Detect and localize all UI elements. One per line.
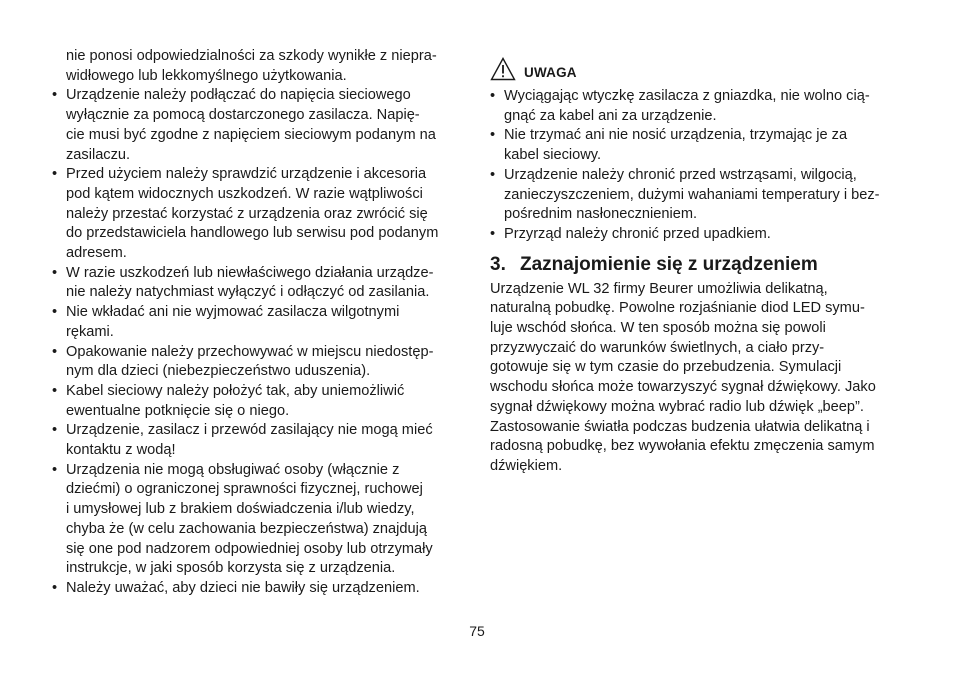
- text-line: • Wyciągając wtyczkę zasilacza z gniazdka, nie wolno cią-: [504, 88, 870, 104]
- text-line: naturalną pobudkę. Powolne rozjaśnianie diod LED symu-: [490, 300, 865, 317]
- text-line: kontaktu z wodą!: [66, 442, 176, 459]
- list-item: [490, 126, 906, 165]
- text-line: do przedstawiciela handlowego lub serwisu pod podanym: [66, 225, 439, 242]
- text-line: • Opakowanie należy przechowywać w miejscu niedostęp-: [66, 343, 434, 360]
- text-line: widłowego lub lekkomyślnego użytkowania.: [66, 67, 347, 84]
- text-line: • Urządzenie, zasilacz i przewód zasilający nie mogą mieć: [66, 422, 433, 439]
- list-item: [52, 461, 468, 579]
- text-line: • Kabel sieciowy należy położyć tak, aby uniemożliwić: [66, 382, 405, 399]
- intro-paragraph: [52, 47, 468, 86]
- list-item: [52, 421, 468, 460]
- warning-triangle-icon: [490, 57, 516, 81]
- text-line: nie ponosi odpowiedzialności za szkody wynikłe z niepra-: [66, 48, 437, 64]
- text-line: należy przestać korzystać z urządzenia oraz zwrócić się: [66, 205, 428, 222]
- text-line: się one pod nadzorem odpowiedniej osoby lub otrzymały: [66, 540, 433, 557]
- text-line: przyzwyczaić do warunków świetlnych, a ciało przy-: [490, 339, 825, 356]
- list-item: [52, 303, 468, 342]
- text-line: • Urządzenie należy chronić przed wstrząsami, wilgocią,: [504, 166, 857, 183]
- text-line: rękami.: [66, 323, 114, 340]
- text-line: instrukcje, w jaki sposób korzysta się z urządzenia.: [66, 560, 396, 577]
- section-title: Zaznajomienie się z urządzeniem: [520, 253, 818, 275]
- text-line: pośrednim nasłonecznieniem.: [504, 206, 698, 223]
- list-item: [52, 343, 468, 382]
- text-line: sygnał dźwiękowy można wybrać radio lub dźwięk „beep”.: [490, 398, 864, 415]
- list-item: [52, 382, 468, 421]
- text-line: ewentualne potknięcie się o niego.: [66, 402, 290, 419]
- left-column: [52, 47, 468, 599]
- text-line: • Przyrząd należy chronić przed upadkiem.: [504, 225, 771, 242]
- text-line: Zastosowanie światła podczas budzenia ułatwia delikatną i: [490, 418, 870, 435]
- text-line: dziećmi) o ograniczonej sprawności fizycznej, ruchowej: [66, 481, 423, 498]
- text-line: • Urządzenia nie mogą obsługiwać osoby (włącznie z: [66, 461, 400, 478]
- right-column: [490, 47, 906, 477]
- list-item: [490, 225, 906, 245]
- list-item: [52, 264, 468, 303]
- text-line: radosną pobudkę, bez wywołania efektu zmęczenia samym: [490, 438, 875, 455]
- warning-label: UWAGA: [524, 65, 577, 80]
- list-item: [52, 579, 468, 599]
- text-line: chyba że (w celu zachowania bezpieczeństwa) znajdują: [66, 520, 427, 537]
- text-line: zanieczyszczeniem, dużymi wahaniami temperatury i bez-: [504, 186, 880, 203]
- list-item: [52, 165, 468, 264]
- text-line: wyłącznie za pomocą dostarczonego zasilacza. Napię-: [66, 107, 420, 124]
- text-line: • Należy uważać, aby dzieci nie bawiły się urządzeniem.: [66, 579, 420, 596]
- text-line: i umysłowej lub z brakiem doświadczenia i/lub wiedzy,: [66, 501, 415, 518]
- text-line: dźwiękiem.: [490, 457, 563, 474]
- section-heading: [490, 253, 906, 277]
- text-line: • Nie trzymać ani nie nosić urządzenia, trzymając je za: [504, 127, 848, 144]
- text-line: wschodu słońca może towarzyszyć sygnał dźwiękowy. Jako: [490, 379, 876, 396]
- text-line: adresem.: [66, 245, 127, 262]
- text-line: zasilaczu.: [66, 146, 131, 163]
- section-number: 3.: [490, 253, 506, 275]
- text-line: nie należy natychmiast wyłączyć i odłączyć od zasilania.: [66, 284, 430, 301]
- text-line: luje wschód słońca. W ten sposób można się powoli: [490, 320, 826, 337]
- text-line: pod kątem widocznych uszkodzeń. W razie wątpliwości: [66, 185, 423, 202]
- list-item: [490, 87, 906, 126]
- text-line: kabel sieciowy.: [504, 147, 602, 164]
- text-line: • Przed użyciem należy sprawdzić urządzenie i akcesoria: [66, 166, 427, 183]
- list-item: [490, 166, 906, 225]
- warning-header: [490, 47, 906, 81]
- text-line: • Urządzenie należy podłączać do napięcia sieciowego: [66, 87, 411, 104]
- section-paragraph: [490, 280, 906, 477]
- page-number: 75: [469, 623, 485, 639]
- text-line: gnąć za kabel ani za urządzenie.: [504, 107, 717, 124]
- text-line: nym dla dzieci (niebezpieczeństwo uduszenia).: [66, 363, 371, 380]
- text-line: gotowuje się w tym czasie do przebudzenia. Symulacji: [490, 359, 842, 376]
- text-line: Urządzenie WL 32 firmy Beurer umożliwia delikatną,: [490, 280, 828, 297]
- text-line: cie musi być zgodne z napięciem sieciowym podanym na: [66, 126, 436, 143]
- text-line: • W razie uszkodzeń lub niewłaściwego działania urządze-: [66, 264, 434, 281]
- list-item: [52, 86, 468, 165]
- text-line: • Nie wkładać ani nie wyjmować zasilacza wilgotnymi: [66, 304, 400, 321]
